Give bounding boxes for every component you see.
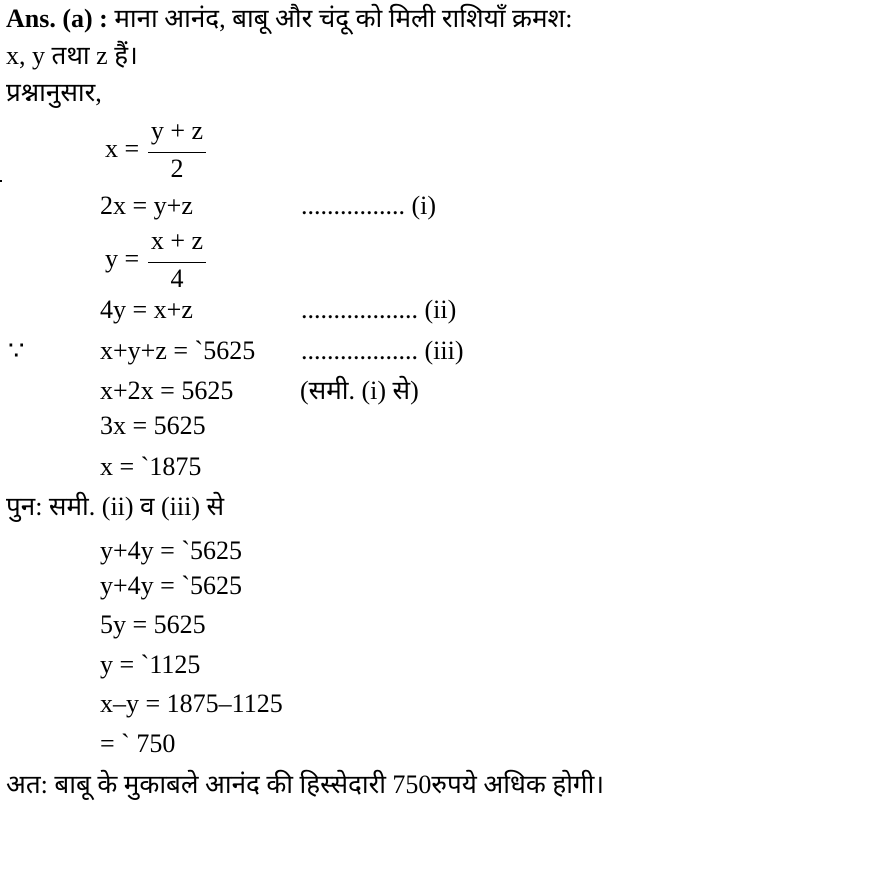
conclusion: अत: बाबू के मुकाबले आनंद की हिस्सेदारी 750रुपये अधिक होगी। <box>6 770 605 799</box>
eq3-fraction <box>148 226 206 300</box>
eq1-fraction-bar <box>148 152 206 153</box>
according-to-question: प्रश्नानुसार, <box>6 78 102 107</box>
eq1-denominator: 2 <box>170 154 184 183</box>
intro-line-2: x, y तथा z हैं। <box>6 41 138 70</box>
eq5-tag: .................. (iii) <box>301 336 464 365</box>
eq2-tag: ................ (i) <box>301 191 437 220</box>
eq3-lhs: y = <box>105 244 140 273</box>
intro-line-1 <box>6 4 572 34</box>
eq6: x+2x = 5625 <box>100 376 234 405</box>
eq1-lhs: x = <box>105 134 140 163</box>
eq1-fraction <box>148 116 206 190</box>
eq8: x = `1875 <box>100 452 202 481</box>
eq4: 4y = x+z <box>100 295 193 324</box>
eq3-fraction-bar <box>148 262 206 263</box>
stray-mark <box>0 180 2 182</box>
eq6-note: (समी. (i) से) <box>300 376 419 405</box>
eq12: y = `1125 <box>100 650 201 679</box>
eq5: x+y+z = `5625 <box>100 336 256 365</box>
eq14: = ` 750 <box>100 729 176 758</box>
eq4-tag: .................. (ii) <box>301 295 457 324</box>
answer-label: Ans. (a) : <box>6 4 108 33</box>
eq11: 5y = 5625 <box>100 610 206 639</box>
eq2: 2x = y+z <box>100 191 193 220</box>
eq10: y+4y = `5625 <box>100 571 242 600</box>
eq3-denominator: 4 <box>170 264 184 293</box>
eq1-numerator: y + z <box>150 116 204 145</box>
eq7: 3x = 5625 <box>100 411 206 440</box>
eq9: y+4y = `5625 <box>100 536 242 565</box>
eq3-numerator: x + z <box>150 226 204 255</box>
because-symbol: ∵ <box>8 336 25 365</box>
eq13: x–y = 1875–1125 <box>100 689 283 718</box>
again-from-equations: पुन: समी. (ii) व (iii) से <box>6 492 225 521</box>
intro-text: माना आनंद, बाबू और चंदू को मिली राशियाँ क्रमश: <box>114 4 573 33</box>
